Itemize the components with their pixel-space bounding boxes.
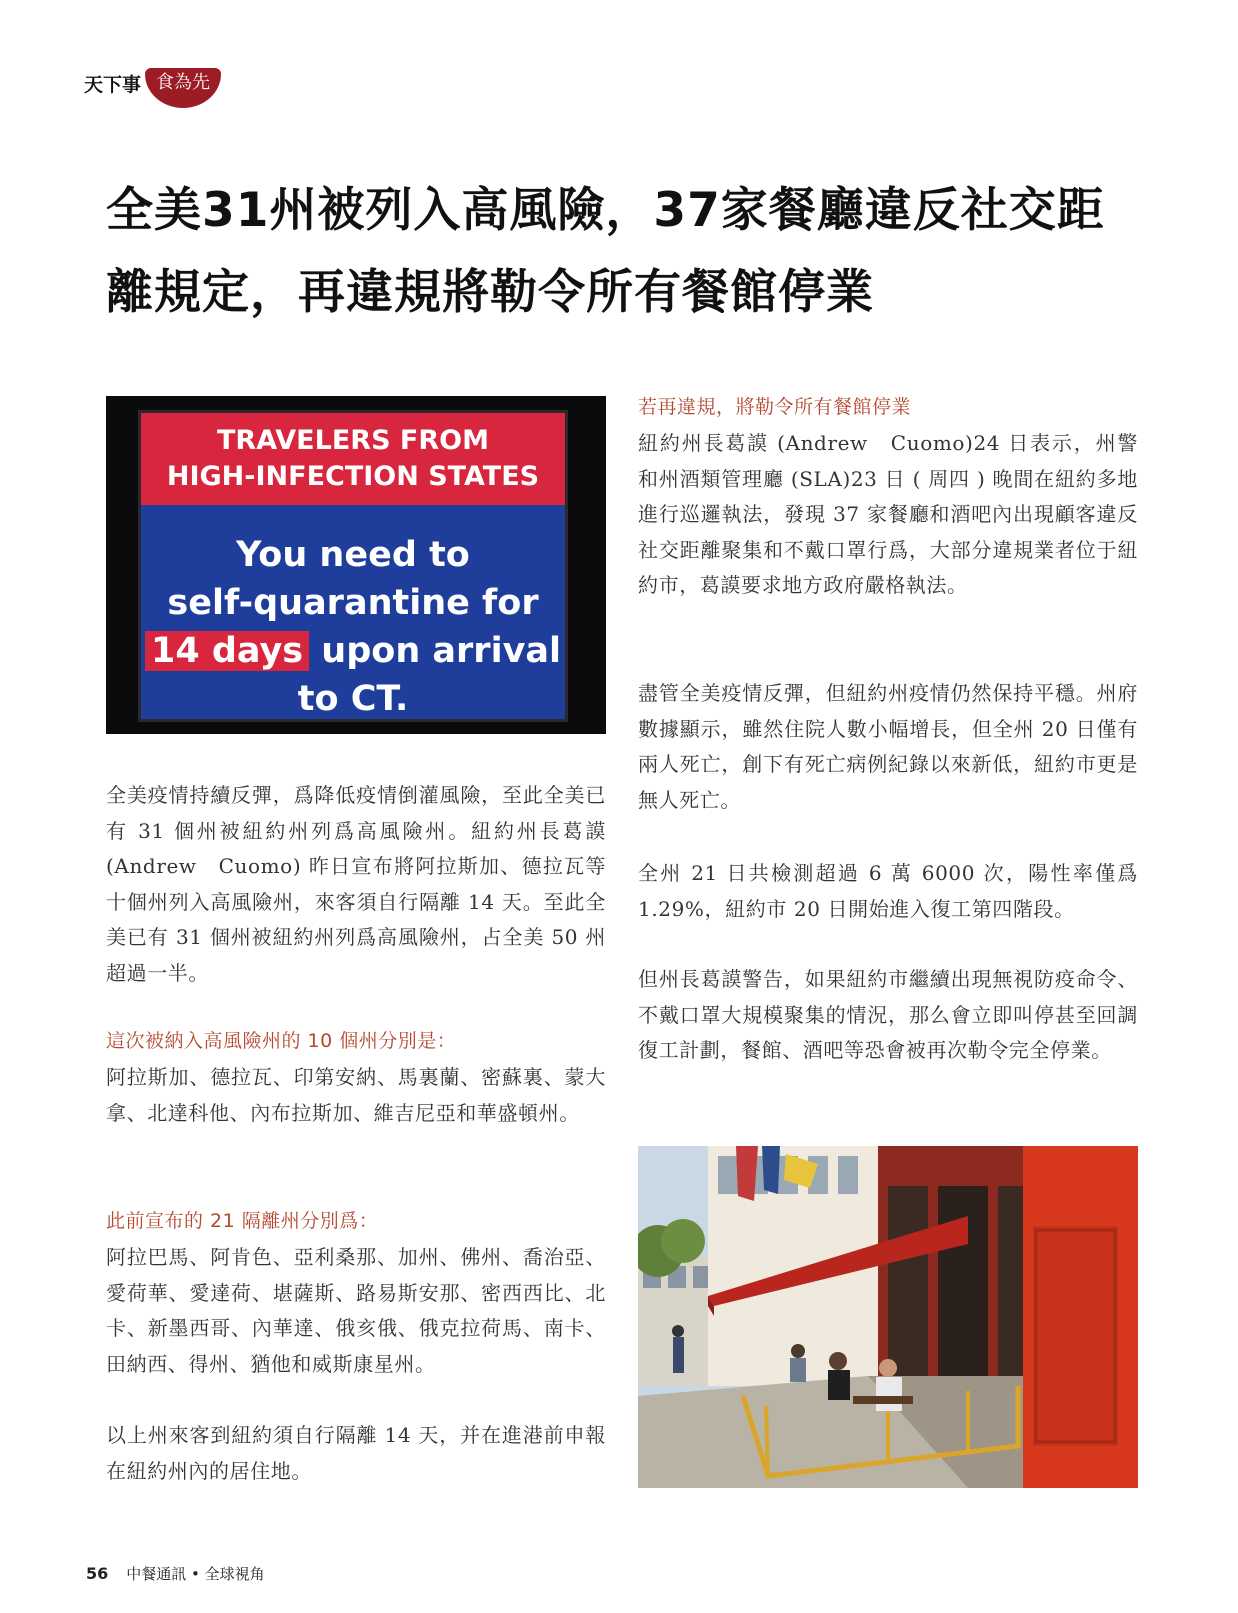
section-tag-label: 天下事 bbox=[84, 74, 142, 96]
sign-header-line2: HIGH-INFECTION STATES bbox=[166, 461, 540, 492]
sign-header-line1: TRAVELERS FROM bbox=[217, 425, 489, 456]
left-paragraph-2: 阿拉斯加、德拉瓦、印第安納、馬裏蘭、密蘇裏、蒙大拿、北達科他、內布拉斯加、維吉尼亞和華盛頓州。 bbox=[106, 1065, 606, 1125]
sign-line3-rest: upon arrival bbox=[309, 631, 561, 671]
left-paragraph-3: 阿拉巴馬、阿肯色、亞利桑那、加州、佛州、喬治亞、愛荷華、愛達荷、堪薩斯、路易斯安那、密西西比、北卡、新墨西哥、內華達、俄亥俄、俄克拉荷馬、南卡、田納西、得州、猶他和威斯康星州。 bbox=[106, 1245, 606, 1376]
sign-line2: self-quarantine for bbox=[167, 583, 539, 623]
sign-highlight: 14 days bbox=[145, 631, 309, 671]
right-paragraph-4: 但州長葛謨警告，如果紐約市繼續出現無視防疫命令、不戴口罩大規模聚集的情況，那么會立即叫停甚至回調復工計劃，餐館、酒吧等恐會被再次勒令完全停業。 bbox=[638, 967, 1138, 1062]
right-paragraph-3: 全州 21 日共檢測超過 6 萬 6000 次，陽性率僅爲 1.29%，紐約市 20 日開始進入復工第四階段。 bbox=[638, 861, 1138, 921]
sign-message bbox=[141, 531, 565, 723]
sign-line4: to CT. bbox=[297, 679, 409, 719]
left-subheading-1: 這次被納入高風險州的 10 個州分別是： bbox=[106, 1030, 457, 1052]
sign-line1: You need to bbox=[236, 535, 470, 575]
left-paragraph-1: 全美疫情持續反彈，爲降低疫情倒灌風險，至此全美已有 31 個州被紐約州列爲高風險州。紐約州長葛謨 (Andrew Cuomo) 昨日宣布將阿拉斯加、德拉瓦等十個州列入高風險州，來客須自行隔離 14 天。至此全美已有 31 個州被紐約州列爲高風險州，占全美 50 州超過一半。 bbox=[106, 783, 606, 985]
page-number: 56 bbox=[86, 1564, 109, 1583]
restaurant-outdoor-dining-photo bbox=[638, 1146, 1138, 1488]
right-paragraph-2: 盡管全美疫情反彈，但紐約州疫情仍然保持平穩。州府數據顯示，雖然住院人數小幅增長，但全州 20 日僅有兩人死亡，創下有死亡病例紀錄以來新低，紐約市更是無人死亡。 bbox=[638, 681, 1138, 812]
right-paragraph-1: 紐約州長葛謨 (Andrew Cuomo)24 日表示，州警和州酒類管理廳 (SLA)23 日 ( 周四 ) 晚間在紐約多地進行巡邏執法，發現 37 家餐廳和酒吧內出現顧客違反社交距離聚集和不戴口罩行爲，大部分違規業者位于紐約市，葛謨要求地方政府嚴格執法。 bbox=[638, 431, 1138, 597]
section-tag-sublabel: 食為先 bbox=[156, 72, 211, 93]
page-footer bbox=[86, 1563, 265, 1584]
left-subheading-2: 此前宣布的 21 隔離州分別爲： bbox=[106, 1210, 379, 1232]
article-headline: 全美31州被列入高風險，37家餐廳違反社交距離規定，再違規將勒令所有餐館停業 bbox=[106, 183, 1105, 320]
left-paragraph-4: 以上州來客到紐約須自行隔離 14 天，并在進港前申報在紐約州內的居住地。 bbox=[106, 1423, 606, 1483]
street-scene-illustration bbox=[638, 1146, 1138, 1488]
sign-line3 bbox=[141, 627, 565, 675]
right-subheading-1: 若再違規，將勒令所有餐館停業 bbox=[638, 396, 912, 418]
sign-board bbox=[138, 410, 568, 722]
section-tag bbox=[84, 68, 221, 112]
publication-name: 中餐通訊 • 全球視角 bbox=[126, 1565, 265, 1583]
bowl-icon bbox=[145, 68, 221, 108]
sign-header bbox=[141, 413, 565, 505]
travel-advisory-sign-photo bbox=[106, 396, 606, 734]
